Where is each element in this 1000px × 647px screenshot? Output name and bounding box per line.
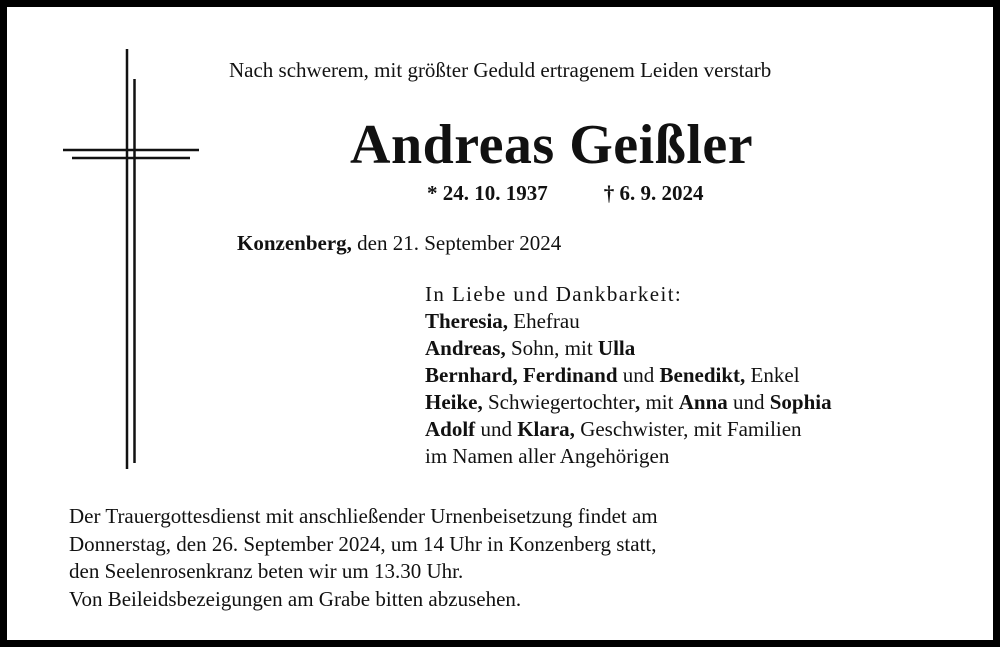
mourner-name: Anna [678,390,728,414]
intro-text: Nach schwerem, mit größter Geduld ertragenem Leiden verstarb [229,58,772,82]
funeral-line: Der Trauergottesdienst mit anschließender Urnenbeisetzung findet am [69,504,658,528]
mourner-name: Sophia [769,390,832,414]
mourner-relation: und [727,390,770,414]
mourner-name: Andreas, [425,336,506,360]
death-date: † 6. 9. 2024 [603,181,704,205]
mourner-relation: Enkel [745,363,800,387]
place-and-date [237,230,561,256]
mourner-name: Adolf [425,417,476,441]
notice-date: den 21. September 2024 [351,231,562,255]
funeral-line: Von Beileidsbezeigungen am Grabe bitten abzusehen. [69,586,522,611]
mourner-name: Ulla [597,336,636,360]
funeral-line: Donnerstag, den 26. September 2024, um 14 Uhr in Konzenberg statt, [69,531,657,556]
place-name: Konzenberg, [237,231,352,255]
mourner-name: Bernhard, Ferdinand [425,363,618,387]
cross-icon-graphic [57,47,207,472]
mourner-relation: Schwiegertochter [482,390,635,414]
mourners-block [425,281,832,470]
mourner-line [425,335,832,362]
mourner-relation: Sohn, mit [505,336,598,360]
mourner-relation: im Namen aller Angehörigen [425,444,670,468]
mourner-name: Heike, [425,390,483,414]
mourner-relation: und [475,417,518,441]
life-dates [427,180,704,206]
mourner-name: , [634,390,641,414]
mourner-name: Benedikt, [659,363,746,387]
mourner-line [425,308,832,335]
mourner-line [425,416,832,443]
mourner-relation: mit [640,390,679,414]
mourners-heading: In Liebe und Dankbarkeit: [425,282,683,306]
mourner-line [425,389,832,416]
mourner-relation: Ehefrau [508,309,580,333]
mourner-line [425,362,832,389]
funeral-details [69,503,658,613]
mourner-relation: Geschwister, mit Familien [574,417,802,441]
cross-icon [57,47,207,472]
mourners-list [425,308,832,470]
mourner-relation: und [617,363,660,387]
birth-date: * 24. 10. 1937 [427,181,548,205]
mourner-name: Theresia, [425,309,509,333]
deceased-name: Andreas Geißler [350,114,754,176]
mourner-line [425,443,832,470]
funeral-line: den Seelenrosenkranz beten wir um 13.30 Uhr. [69,559,464,583]
mourner-name: Klara, [517,417,575,441]
